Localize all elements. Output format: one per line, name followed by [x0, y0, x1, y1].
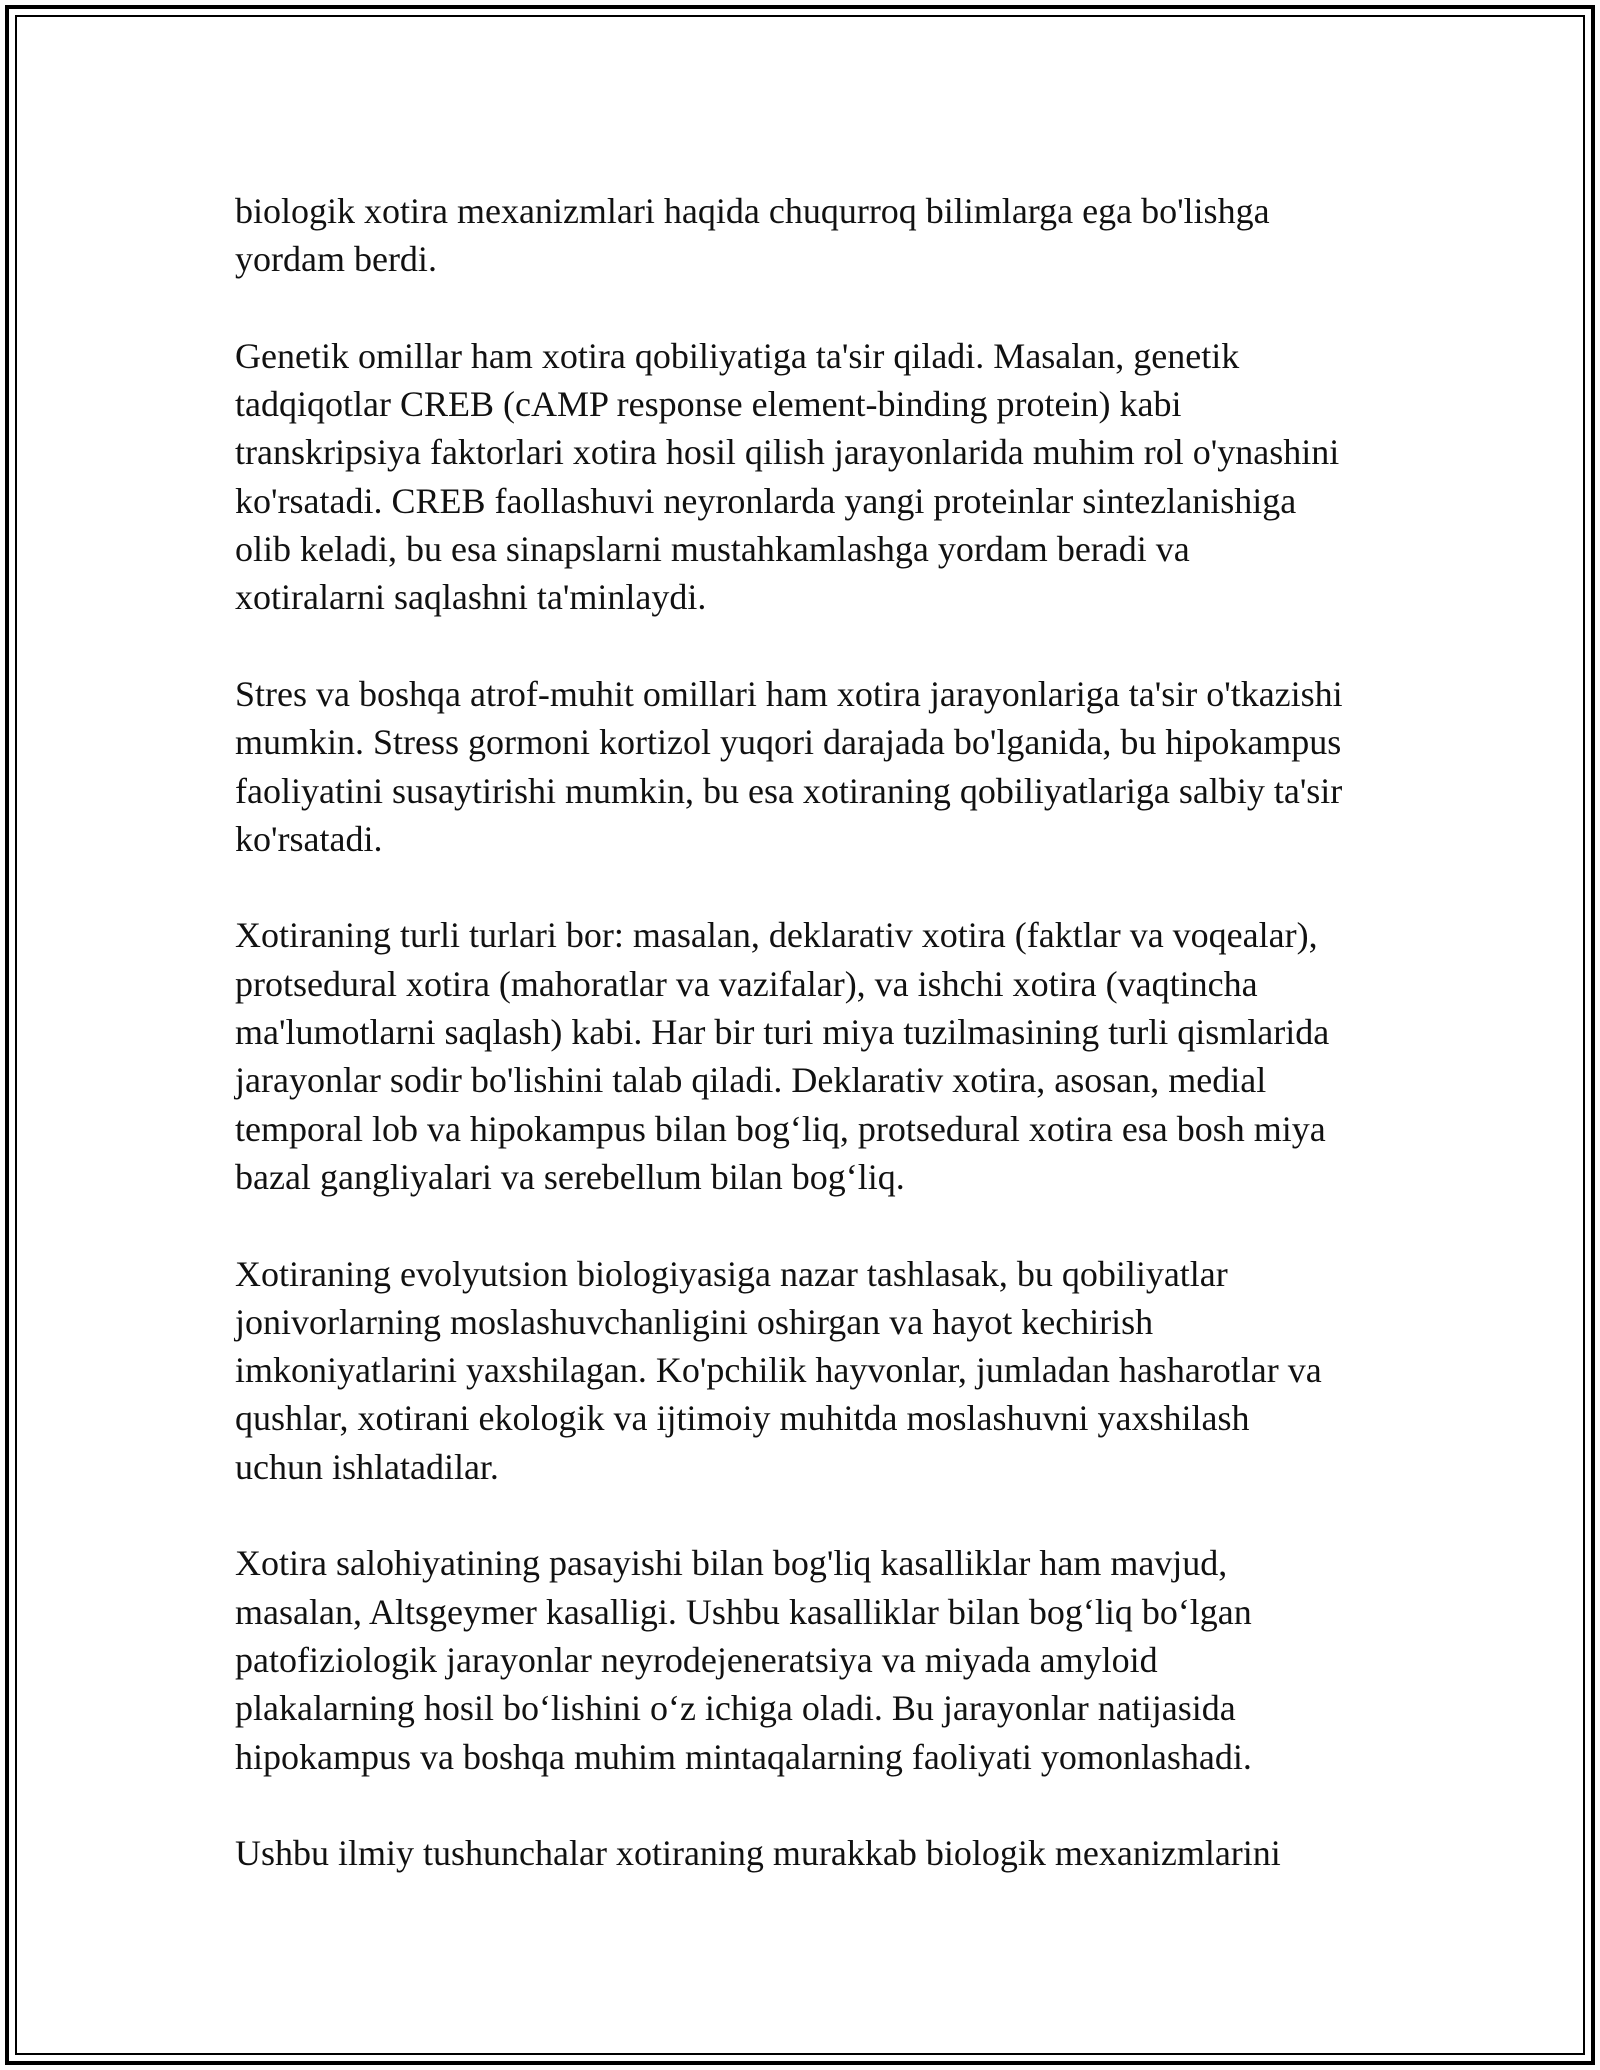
paragraph-1 — [235, 187, 1535, 284]
text-line: qushlar, xotirani ekologik va ijtimoiy muhitda moslashuvni yaxshilash — [235, 1398, 1250, 1439]
paragraph-3 — [235, 670, 1535, 863]
text-line: mumkin. Stress gormoni kortizol yuqori darajada bo'lganida, bu hipokampus — [235, 722, 1342, 763]
text-line: temporal lob va hipokampus bilan bog‘liq, protsedural xotira esa bosh miya — [235, 1108, 1326, 1149]
text-line: imkoniyatlarini yaxshilagan. Ko'pchilik hayvonlar, jumladan hasharotlar va — [235, 1350, 1322, 1391]
text-line: transkripsiya faktorlari xotira hosil qilish jarayonlarida muhim rol o'ynashini — [235, 432, 1340, 473]
text-line: xotiralarni saqlashni ta'minlaydi. — [235, 577, 707, 618]
text-line: uchun ishlatadilar. — [235, 1446, 499, 1487]
text-line: ko'rsatadi. — [235, 818, 383, 859]
text-line: Genetik omillar ham xotira qobiliyatiga ta'sir qiladi. Masalan, genetik — [235, 335, 1240, 376]
text-line: ma'lumotlarni saqlash) kabi. Har bir turi miya tuzilmasining turli qismlarida — [235, 1012, 1330, 1053]
document-body — [235, 187, 1535, 1877]
text-line: Stres va boshqa atrof-muhit omillari ham xotira jarayonlariga ta'sir o'tkazishi — [235, 673, 1343, 714]
paragraph-2 — [235, 332, 1535, 622]
text-line: faoliyatini susaytirishi mumkin, bu esa xotiraning qobiliyatlariga salbiy ta'sir — [235, 770, 1343, 811]
paragraph-4 — [235, 911, 1535, 1201]
text-line: patofiziologik jarayonlar neyrodejeneratsiya va miyada amyloid — [235, 1639, 1158, 1680]
text-line: ko'rsatadi. CREB faollashuvi neyronlarda yangi proteinlar sintezlanishiga — [235, 480, 1297, 521]
text-line: yordam berdi. — [235, 239, 437, 280]
text-line: jarayonlar sodir bo'lishini talab qiladi. Deklarativ xotira, asosan, medial — [235, 1060, 1267, 1101]
paragraph-6 — [235, 1539, 1535, 1780]
text-line: Xotira salohiyatining pasayishi bilan bog'liq kasalliklar ham mavjud, — [235, 1543, 1228, 1584]
text-line: olib keladi, bu esa sinapslarni mustahkamlashga yordam beradi va — [235, 529, 1190, 570]
text-line: Xotiraning evolyutsion biologiyasiga nazar tashlasak, bu qobiliyatlar — [235, 1253, 1228, 1294]
paragraph-7 — [235, 1829, 1535, 1877]
text-line: plakalarning hosil bo‘lishini o‘z ichiga oladi. Bu jarayonlar natijasida — [235, 1688, 1236, 1729]
text-line: hipokampus va boshqa muhim mintaqalarning faoliyati yomonlashadi. — [235, 1736, 1252, 1777]
paragraph-5 — [235, 1250, 1535, 1491]
text-line: Xotiraning turli turlari bor: masalan, deklarativ xotira (faktlar va voqealar), — [235, 915, 1318, 956]
text-line: protsedural xotira (mahoratlar va vazifalar), va ishchi xotira (vaqtincha — [235, 963, 1258, 1004]
text-line: tadqiqotlar CREB (cAMP response element-binding protein) kabi — [235, 384, 1182, 425]
text-line: Ushbu ilmiy tushunchalar xotiraning murakkab biologik mexanizmlarini — [235, 1833, 1281, 1874]
text-line: jonivorlarning moslashuvchanligini oshirgan va hayot kechirish — [235, 1301, 1154, 1342]
text-line: masalan, Altsgeymer kasalligi. Ushbu kasalliklar bilan bog‘liq bo‘lgan — [235, 1591, 1252, 1632]
text-line: biologik xotira mexanizmlari haqida chuqurroq bilimlarga ega bo'lishga — [235, 191, 1270, 231]
text-line: bazal gangliyalari va serebellum bilan bog‘liq. — [235, 1156, 905, 1197]
